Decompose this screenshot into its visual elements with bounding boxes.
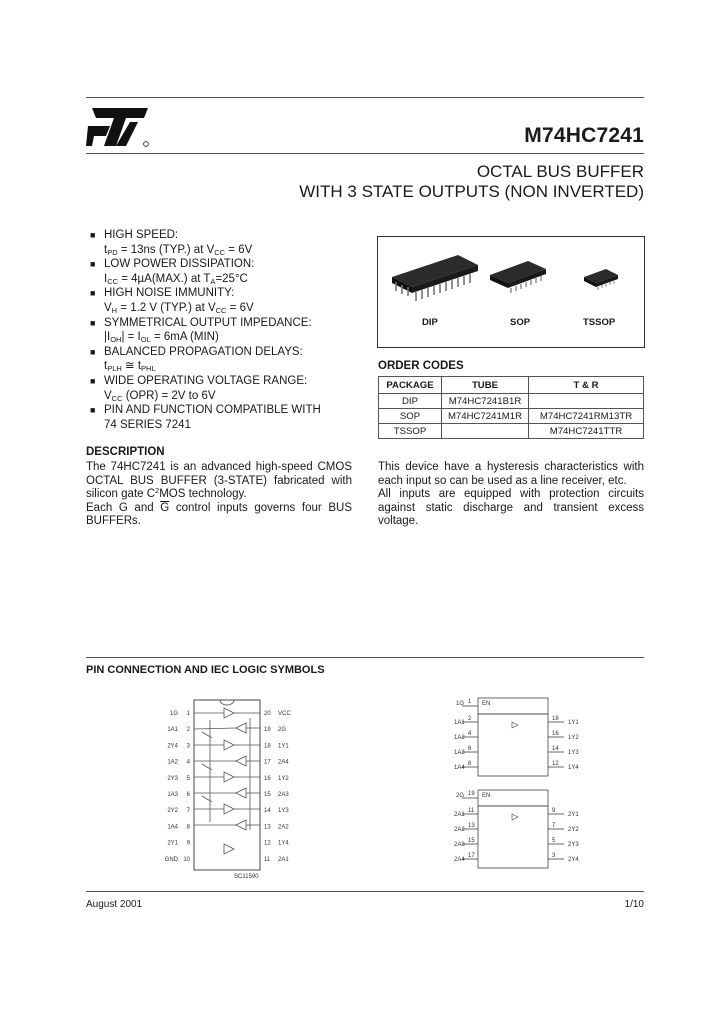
feature-item: ■ WIDE OPERATING VOLTAGE RANGE: $V_{CC}$ (OPR) = 2V to 6V bbox=[90, 374, 380, 403]
svg-text:2G: 2G bbox=[456, 793, 465, 799]
iec-input-pin: 13 bbox=[468, 823, 475, 829]
pin-number-left: 5 bbox=[186, 775, 190, 782]
iec-input-label: 2A2 bbox=[454, 827, 465, 833]
pin-name-left: 1A4 bbox=[167, 824, 178, 831]
iec-output-pin: 18 bbox=[552, 716, 559, 722]
iec-output-pin: 14 bbox=[552, 746, 559, 752]
iec-output-pin: 9 bbox=[552, 808, 556, 814]
pin-number-right: 20 bbox=[264, 711, 271, 717]
part-number: M74HC7241 bbox=[524, 124, 644, 147]
pin-number-right: 17 bbox=[264, 759, 271, 766]
feature-detail: $I_{CC} = 4\mu A(MAX.)$ at $T_A=25^\circ C$ bbox=[104, 272, 248, 286]
iec-input-label: 1A3 bbox=[454, 750, 465, 756]
pin-name-right: 2A1 bbox=[278, 856, 289, 863]
tssop-label: TSSOP bbox=[583, 317, 616, 328]
iec-input-label: 1A1 bbox=[454, 720, 465, 726]
iec-logic-symbol bbox=[452, 694, 602, 884]
feature-detail: $V_H = 1.2$ V (TYP.) at $V_{CC} = 6V$ bbox=[104, 301, 254, 315]
pin-name-left: 2Y4 bbox=[167, 743, 178, 750]
bullet-icon: ■ bbox=[90, 230, 96, 240]
table-row: DIP M74HC7241B1R bbox=[379, 394, 644, 409]
pin-number-right: 13 bbox=[264, 824, 271, 831]
iec-output-pin: 5 bbox=[552, 838, 556, 844]
footer-date: August 2001 bbox=[86, 899, 143, 910]
pin-section-rule bbox=[86, 657, 644, 658]
iec-input-label: 2A3 bbox=[454, 842, 465, 848]
pin-name-left: 2Y1 bbox=[167, 840, 178, 847]
description-left: The 74HC7241 is an advanced high-speed CMOS OCTAL BUS BUFFER (3-STATE) fabricated with silicon gate $C^2MOS$ technology. Each G and $\overline{G}$ control inputs governs four BUS BUFFERs. bbox=[86, 461, 352, 527]
pin-name-left: GND bbox=[164, 856, 178, 863]
feature-detail: $|I_{OH}| = I_{OL} = 6mA$ (MIN) bbox=[104, 331, 219, 345]
feature-item: ■ PIN AND FUNCTION COMPATIBLE WITH 74 SERIES 7241 bbox=[90, 404, 321, 431]
column-header: T & R bbox=[529, 377, 644, 394]
iec-input-pin: 2 bbox=[468, 716, 472, 722]
pin-number-right: 19 bbox=[264, 727, 271, 734]
title-line-2: WITH 3 STATE OUTPUTS (NON INVERTED) bbox=[299, 182, 644, 201]
feature-item: ■ LOW POWER DISSIPATION: $I_{CC} = 4\mu A(MAX.)$ at $T_A=25^\circ C$ bbox=[90, 257, 380, 286]
feature-item: ■ HIGH SPEED: $t_{PD} = 13ns$ (TYP.) at $V_{CC} = 6V$ bbox=[90, 228, 380, 257]
pin-name-right: 1Y2 bbox=[278, 775, 289, 782]
footer-rule bbox=[86, 891, 644, 892]
dip-label: DIP bbox=[422, 317, 438, 328]
title-line-1: OCTAL BUS BUFFER bbox=[476, 162, 644, 181]
iec-input-pin: 4 bbox=[468, 731, 472, 737]
iec-output-label: 1Y2 bbox=[568, 735, 579, 741]
svg-text:1G: 1G bbox=[456, 701, 465, 707]
iec-output-pin: 3 bbox=[552, 853, 556, 859]
pin-name-right: 2G bbox=[278, 727, 287, 734]
feature-item: ■ HIGH NOISE IMMUNITY: $V_H = 1.2$ V (TYP.) at $V_{CC} = 6V$ bbox=[90, 286, 380, 315]
iec-output-label: 2Y3 bbox=[568, 842, 579, 848]
iec-output-label: 2Y2 bbox=[568, 827, 579, 833]
st-logo bbox=[86, 104, 152, 155]
bullet-icon: ■ bbox=[90, 375, 96, 386]
pin-name-right: 2A3 bbox=[278, 792, 289, 798]
pin-name-right: 2A4 bbox=[278, 759, 289, 766]
iec-output-pin: 12 bbox=[552, 761, 559, 767]
svg-text:EN: EN bbox=[482, 701, 491, 707]
pin-number-left: 7 bbox=[186, 808, 190, 815]
order-codes-heading: ORDER CODES bbox=[378, 360, 464, 372]
iec-output-pin: 7 bbox=[552, 823, 556, 829]
sop-package-image bbox=[490, 261, 546, 293]
bullet-icon: ■ bbox=[90, 405, 96, 416]
order-codes-table bbox=[378, 376, 644, 439]
iec-output-label: 2Y4 bbox=[568, 857, 579, 863]
pin-number-left: 6 bbox=[186, 792, 190, 798]
page-number: 1/10 bbox=[624, 899, 644, 910]
pin-number-right: 12 bbox=[264, 840, 271, 847]
pin-section-heading: PIN CONNECTION AND IEC LOGIC SYMBOLS bbox=[86, 664, 325, 676]
iec-input-pin: 17 bbox=[468, 853, 475, 859]
pin-number-right: 15 bbox=[264, 792, 271, 798]
iec-input-label: 1A4 bbox=[454, 765, 465, 771]
iec-input-pin: 11 bbox=[468, 808, 475, 814]
top-rule bbox=[86, 97, 644, 98]
iec-input-pin: 8 bbox=[468, 761, 472, 767]
iec-input-pin: 6 bbox=[468, 746, 472, 752]
diagram-code: SC11590 bbox=[234, 874, 259, 880]
iec-output-label: 1Y3 bbox=[568, 750, 579, 756]
pin-name-right: 1Y1 bbox=[278, 743, 289, 750]
iec-input-label: 2A4 bbox=[454, 857, 465, 863]
table-row: TSSOP M74HC7241TTR bbox=[379, 424, 644, 439]
pin-name-right: VCC bbox=[278, 711, 291, 717]
pin-number-left: 1 bbox=[186, 711, 190, 717]
dip-package-image bbox=[392, 255, 478, 301]
svg-text:1: 1 bbox=[468, 699, 472, 705]
pin-number-left: 2 bbox=[186, 727, 190, 734]
svg-text:EN: EN bbox=[482, 793, 491, 799]
iec-output-label: 1Y1 bbox=[568, 720, 579, 726]
iec-output-label: 2Y1 bbox=[568, 812, 579, 818]
pin-number-left: 3 bbox=[186, 743, 190, 750]
iec-output-label: 1Y4 bbox=[568, 765, 579, 771]
pin-name-left: 1G bbox=[169, 711, 178, 717]
column-header: PACKAGE bbox=[379, 377, 442, 394]
package-illustrations bbox=[378, 237, 644, 347]
pin-number-right: 11 bbox=[264, 856, 271, 863]
sop-label: SOP bbox=[510, 317, 531, 328]
bullet-icon: ■ bbox=[90, 346, 96, 357]
iec-input-pin: 15 bbox=[468, 838, 475, 844]
pin-name-right: 2A2 bbox=[278, 824, 289, 831]
pin-connection-diagram bbox=[150, 698, 310, 880]
pin-number-right: 14 bbox=[264, 808, 271, 815]
description-right: This device have a hysteresis characteristics with each input so can be used as a line receiver, etc. All inputs are equipped with protection circuits against static discharge and transient excess voltage. bbox=[378, 461, 644, 527]
pin-number-right: 18 bbox=[264, 743, 271, 750]
feature-list bbox=[90, 228, 380, 432]
pin-number-left: 10 bbox=[183, 856, 190, 863]
bullet-icon: ■ bbox=[90, 317, 96, 328]
description-heading: DESCRIPTION bbox=[86, 446, 165, 458]
feature-detail: $t_{PLH}$ ≅ $t_{PHL}$ bbox=[104, 360, 156, 374]
bullet-icon: ■ bbox=[90, 259, 96, 270]
column-header: TUBE bbox=[442, 377, 529, 394]
pin-name-left: 1A1 bbox=[167, 727, 178, 734]
package-image-box bbox=[377, 236, 645, 348]
table-row: SOP M74HC7241M1R M74HC7241RM13TR bbox=[379, 409, 644, 424]
tssop-package-image bbox=[584, 269, 618, 290]
pin-number-left: 9 bbox=[186, 840, 190, 847]
pin-name-left: 1A3 bbox=[167, 792, 178, 798]
feature-detail: $V_{CC}$ (OPR) = 2V to 6V bbox=[104, 389, 216, 403]
iec-input-label: 1A2 bbox=[454, 735, 465, 741]
svg-text:19: 19 bbox=[468, 791, 475, 797]
iec-input-label: 2A1 bbox=[454, 812, 465, 818]
iec-output-pin: 16 bbox=[552, 731, 559, 737]
pin-number-left: 8 bbox=[186, 824, 190, 831]
pin-name-left: 1A2 bbox=[167, 759, 178, 766]
pin-number-left: 4 bbox=[186, 759, 190, 766]
pin-name-right: 1Y4 bbox=[278, 840, 289, 847]
pin-number-right: 16 bbox=[264, 775, 271, 782]
bullet-icon: ■ bbox=[90, 288, 96, 299]
feature-item: ■ SYMMETRICAL OUTPUT IMPEDANCE: $|I_{OH}| = I_{OL} = 6mA$ (MIN) bbox=[90, 316, 380, 345]
pin-name-right: 1Y3 bbox=[278, 808, 289, 815]
title-rule bbox=[86, 153, 644, 154]
pin-name-left: 2Y2 bbox=[167, 808, 178, 815]
pin-name-left: 2Y3 bbox=[167, 775, 178, 782]
feature-item: ■ BALANCED PROPAGATION DELAYS: $t_{PLH}$ ≅ $t_{PHL}$ bbox=[90, 345, 380, 374]
feature-detail: $t_{PD} = 13ns$ (TYP.) at $V_{CC} = 6V$ bbox=[104, 243, 253, 257]
